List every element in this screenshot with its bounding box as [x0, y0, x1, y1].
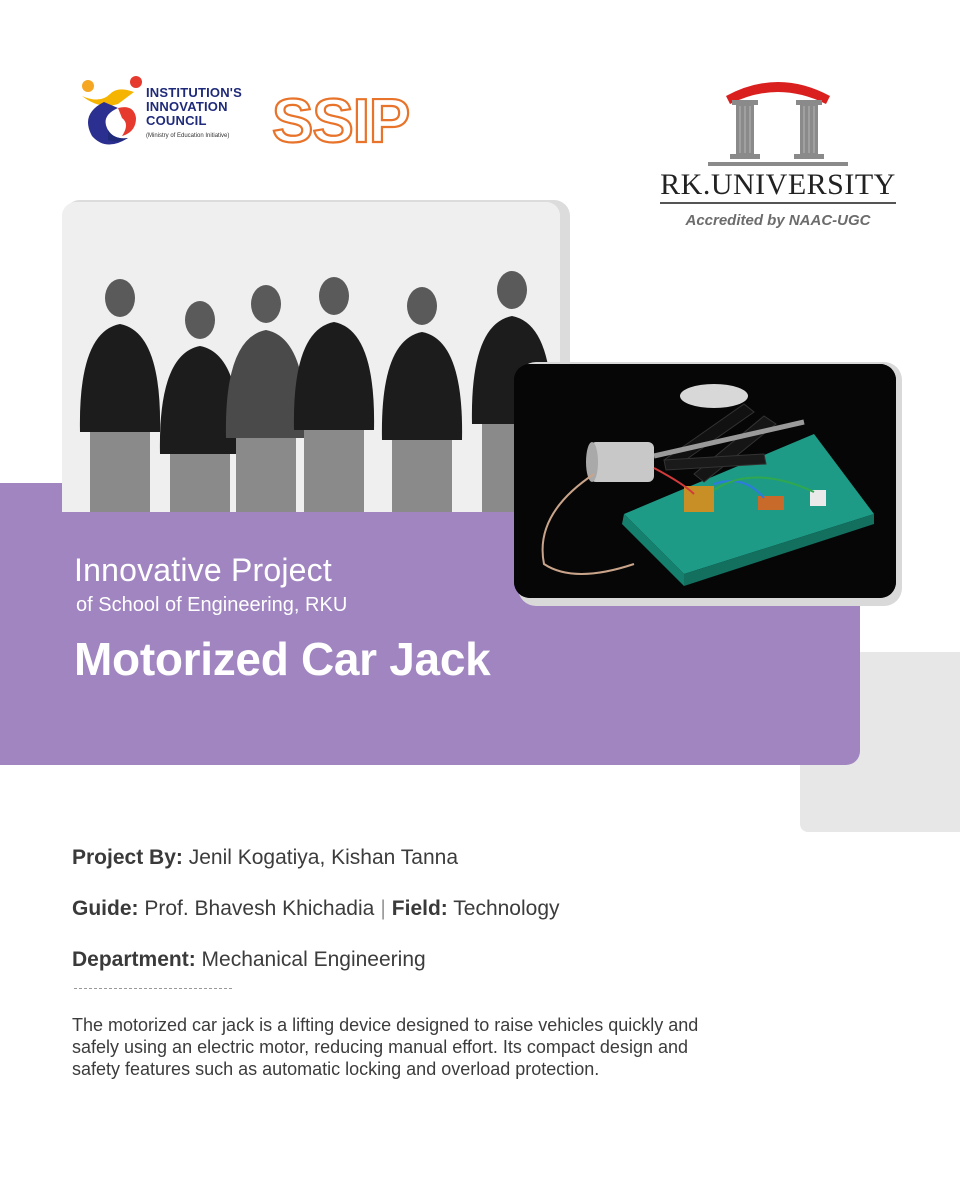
field-label: Field:: [391, 897, 448, 920]
iic-logo-text: [146, 86, 242, 143]
field-value: Technology: [453, 897, 560, 920]
project-by-row: [72, 846, 458, 870]
guide-value: Prof. Bhavesh Khichadia: [144, 897, 375, 920]
iic-line-2: INNOVATION: [146, 99, 228, 114]
department-value: Mechanical Engineering: [201, 948, 426, 971]
guide-field-row: [72, 897, 560, 921]
separator: |: [380, 897, 386, 920]
dotted-divider: [74, 988, 232, 989]
project-by-value: Jenil Kogatiya, Kishan Tanna: [188, 846, 459, 869]
school-subtitle: of School of Engineering, RKU: [76, 594, 348, 616]
car-jack-model-illustration: [514, 364, 896, 598]
project-by-label: Project By:: [72, 846, 183, 869]
product-photo: [514, 364, 896, 598]
team-photo: [62, 202, 560, 512]
project-title: Motorized Car Jack: [74, 633, 491, 685]
team-illustration: [62, 202, 560, 512]
ssip-logo: [272, 92, 428, 148]
innovative-project-heading: Innovative Project: [74, 552, 332, 588]
ssip-text: SSIP: [272, 92, 410, 148]
department-label: Department:: [72, 948, 196, 971]
project-description: The motorized car jack is a lifting device designed to raise vehicles quickly and safely using an electric motor, reducing manual effort. Its compact design and safety features such as automatic locking and overload protection.: [72, 1015, 699, 1079]
accreditation-text: Accredited by NAAC-UGC: [685, 212, 871, 229]
iic-subtitle: (Ministry of Education Initiative): [146, 133, 230, 139]
guide-label: Guide:: [72, 897, 139, 920]
department-row: [72, 948, 426, 972]
iic-line-1: INSTITUTION'S: [146, 85, 242, 100]
university-name: RK.UNIVERSITY: [660, 168, 896, 201]
iic-line-3: COUNCIL: [146, 113, 207, 128]
